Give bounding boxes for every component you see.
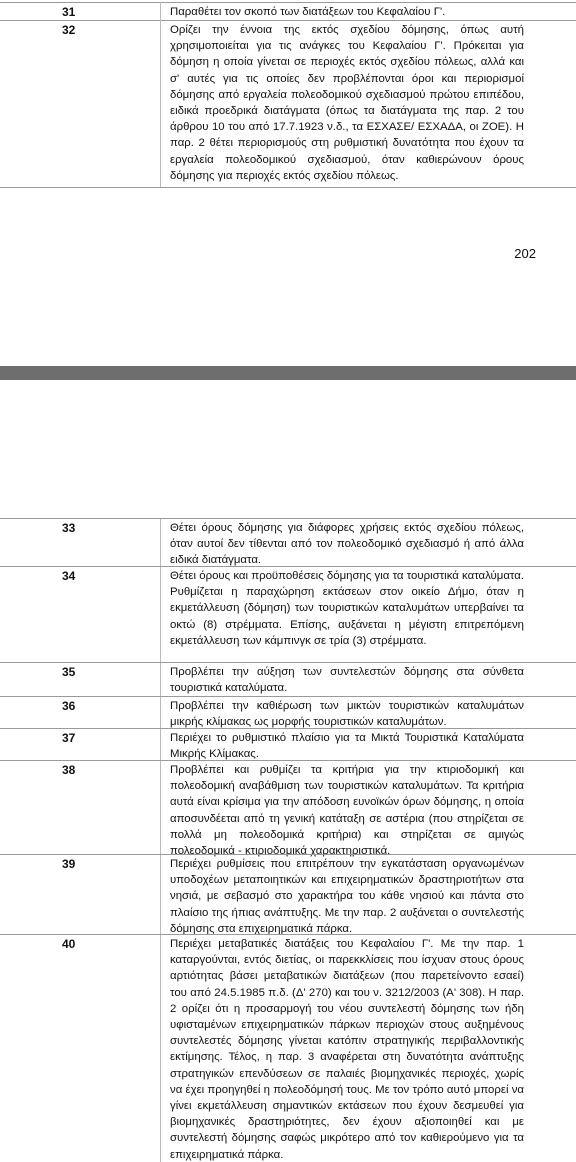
table-row (0, 696, 576, 729)
table-row (0, 518, 576, 567)
article-number: 31 (62, 5, 76, 19)
table-row (0, 728, 576, 761)
top-page (0, 0, 576, 366)
article-description: Θέτει όρους και προϋποθέσεις δόμησης για τα τουριστικά καταλύματα. Ρυθμίζεται η παραχώρηση εκτάσεων στον οικείο Δήμο, όταν η εκμετάλλευση (δόμηση) των τουριστικών καταλυμάτων υπερβαίνει τα οκτώ (8) στρέμματα. Επίσης, αυξάνεται η μέγιστη επιτρεπόμενη εκμετάλλευση των κάμπινγκ σε τρία (3) στρέμματα. (170, 570, 524, 647)
article-number: 33 (62, 521, 76, 535)
page-number: 202 (514, 246, 536, 261)
article-number: 38 (62, 763, 76, 777)
table-row (0, 20, 576, 188)
article-description: Προβλέπει την αύξηση των συντελεστών δόμησης στα σύνθετα τουριστικά καταλύματα. (170, 666, 524, 695)
article-number: 40 (62, 937, 76, 951)
article-number: 37 (62, 731, 76, 745)
table-row (0, 2, 576, 21)
article-description: Περιέχει το ρυθμιστικό πλαίσιο για τα Μικτά Τουριστικά Καταλύματα Μικρής Κλίμακας. (170, 732, 524, 761)
table-row (0, 566, 576, 663)
article-description: Παραθέτει τον σκοπό των διατάξεων του Κεφαλαίου Γ'. (170, 6, 446, 18)
article-number: 32 (62, 23, 76, 37)
page-separator (0, 366, 576, 380)
article-description: Προβλέπει και ρυθμίζει τα κριτήρια για την κτιριοδομική και πολεοδομική αναβάθμιση των τουριστικών καταλυμάτων. Τα κριτήρια αυτά είναι κρίσιμα για την απόδοση ευνοϊκών όρων δόμησης, η οποία αποσυνδέεται από τη γενική κατάταξη σε αστέρια (που στηρίζεται σε πολλά μη πολεοδομικά κριτήρια) και στηρίζεται σε αμιγώς πολεοδομικά - κτιριοδομικά χαρακτηριστικά. (170, 764, 524, 858)
article-description: Προβλέπει την καθιέρωση των μικτών τουριστικών καταλυμάτων μικρής κλίμακας ως μορφής τουριστικών καταλυμάτων. (170, 700, 524, 729)
article-description: Περιέχει ρυθμίσεις που επιτρέπουν την εγκατάσταση οργανωμένων υποδοχέων μεταποιητικών και επιχειρηματικών δραστηριοτήτων στα νησιά, με σεβασμό στο χαρακτήρα του κάθε νησιού και πάντα στο πλαίσιο της ήπιας ανάπτυξης. Με την παρ. 2 αυξάνεται ο συντελεστής δόμησης στα επιχειρηματικά πάρκα. (170, 858, 524, 935)
table-row (0, 662, 576, 697)
article-description: Θέτει όρους δόμησης για διάφορες χρήσεις εκτός σχεδίου πόλεως, όταν αυτοί δεν τίθενται από τον πολεοδομικό σχεδιασμό ή από άλλα ειδικά διατάγματα. (170, 522, 524, 567)
table-row (0, 760, 576, 858)
article-number: 39 (62, 857, 76, 871)
table-row (0, 854, 576, 935)
article-description: Ορίζει την έννοια της εκτός σχεδίου δόμησης, όπως αυτή χρησιμοποιείται για τις ανάγκες του Κεφαλαίου Γ'. Πρόκειται για δόμηση η οποία γίνεται σε περιοχές εκτός σχεδίου πόλεως, αλλά και σ' αυτές για τις οποίες δεν προβλέπονται όροι και περιορισμοί δόμησης από εργαλεία πολεοδομικού σχεδιασμού πρώτου επιπέδου, ειδικά προεδρικά διατάγματα (όπως τα διατάγματα της παρ. 2 του άρθρου 10 του από 17.7.1923 ν.δ., τα ΕΣΧΑΣΕ/ ΕΣΧΑΔΑ, οι ΖΟΕ). Η παρ. 2 θέτει περιορισμούς στη ρυθμιστική δυνατότητα που έχουν τα εργαλεία πολεοδομικού σχεδιασμού, όταν καθιερώνουν όρους δόμησης για περιοχές εκτός σχεδίου πόλεως. (170, 24, 524, 182)
table-row (0, 934, 576, 1162)
article-number: 36 (62, 699, 76, 713)
article-number: 35 (62, 665, 76, 679)
bottom-page (0, 380, 576, 1162)
article-description: Περιέχει μεταβατικές διατάξεις του Κεφαλαίου Γ'. Με την παρ. 1 καταργούνται, εντός διετίας, οι παρεκκλίσεις που ίσχυαν στους όρους αρτιότητας βάσει μεταβατικών διατάξεων (που παρετείνοντο εσαεί) του από 24.5.1985 π.δ. (Δ' 270) και του ν. 3212/2003 (Α' 308). Η παρ. 2 ορίζει ότι η προσαρμογή του νέου συντελεστή δόμησης των ήδη υφισταμένων επιχειρηματικών πάρκων περιοχών στους αυξημένους συντελεστές δόμησης γίνεται κατόπιν στρατηγικής περιβαλλοντικής εκτίμησης. Τέλος, η παρ. 3 αναφέρεται στη δυνατότητα ανάπτυξης στρατηγικών επενδύσεων σε παλαιές βιομηχανικές περιοχές, χωρίς να έχει προηγηθεί η πολεοδόμησή τους. Με τον τρόπο αυτό μπορεί να γίνει εκμετάλλευση σημαντικών εκτάσεων που έχουν δεσμευθεί για βιομηχανικές δραστηριότητες, δεν έχουν αξιοποιηθεί και με συντελεστή δόμησης σαφώς μικρότερο από τον καθιερούμενο για τα επιχειρηματικά πάρκα. (170, 938, 524, 1161)
article-number: 34 (62, 569, 76, 583)
column-divider (160, 2, 161, 187)
